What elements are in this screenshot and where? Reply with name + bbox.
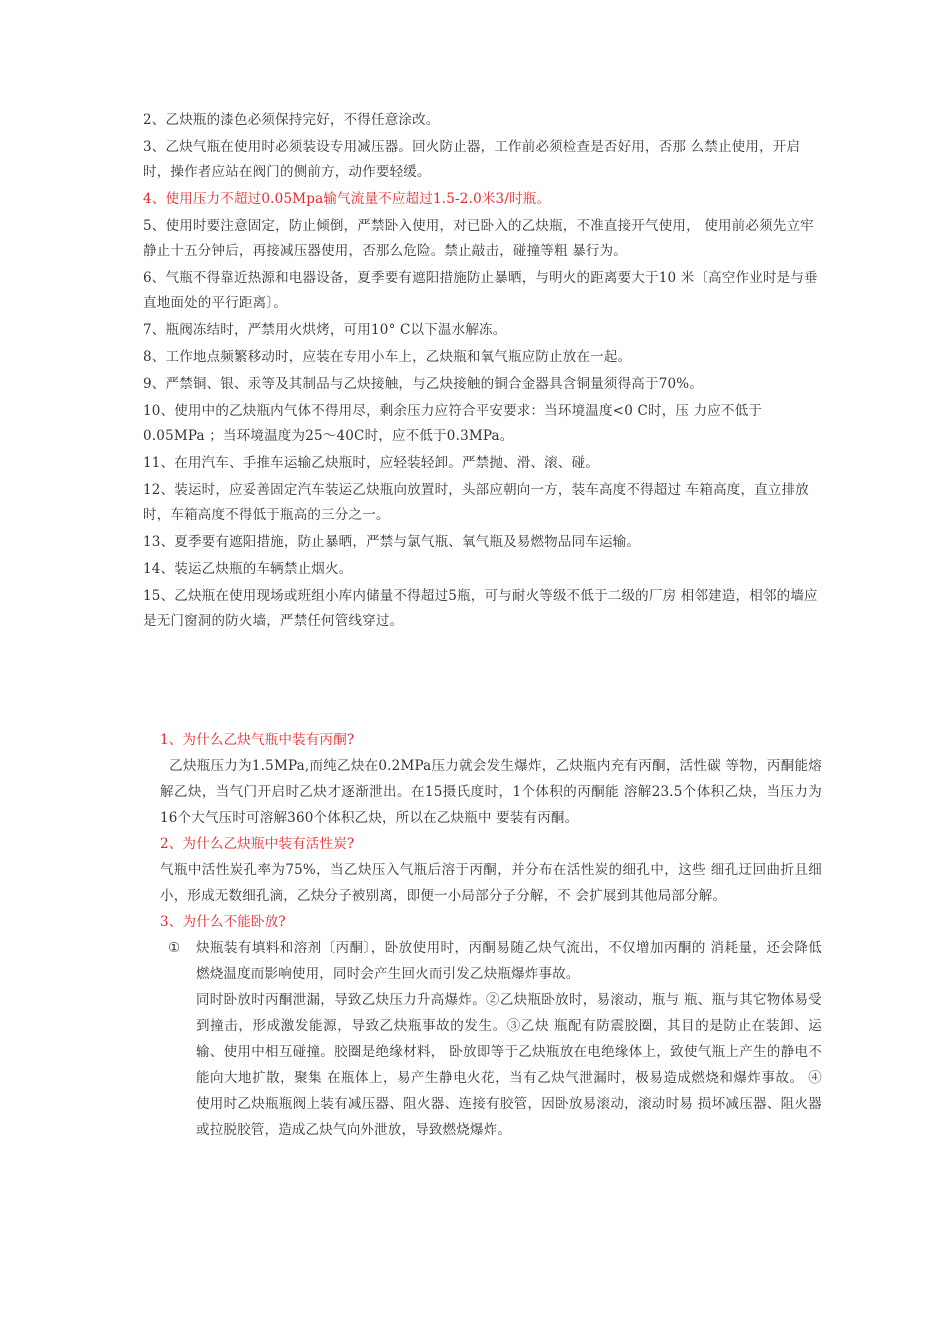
rule-item: 11、在用汽车、手推车运输乙炔瓶时，应轻装轻卸。严禁抛、滑、滚、碰。 [143,455,599,471]
answer-paragraph: 炔瓶装有填料和溶剂〔丙酮〕，卧放使用时，丙酮易随乙炔气流出，不仅增加丙酮的 消耗量，还会降低燃烧温度而影响使用，同时会产生回火而引发乙炔瓶爆炸事故。 [196,940,822,982]
rule-item: 9、严禁铜、银、汞等及其制品与乙炔接触，与乙炔接触的铜合金器具含铜量须得高于70%。 [143,376,703,392]
qa-section [160,727,822,1143]
rule-item: 2、乙炔瓶的漆色必须保持完好，不得任意涂改。 [143,112,440,128]
rule-item: 12、装运时，应妥善固定汽车装运乙炔瓶向放置时，头部应朝向一方，装车高度不得超过 车箱高度，直立排放时，车箱高度不得低于瓶高的三分之一。 [143,482,809,523]
safety-rules-list [143,108,823,636]
answer-paragraph: 气瓶中活性炭孔率为75%，当乙炔压入气瓶后溶于丙酮，并分布在活性炭的细孔中，这些 细孔迂回曲折且细小，形成无数细孔滴，乙炔分子被别离，即便一小局部分子分解，不 会扩展到其他局部分解。 [160,862,822,904]
rule-item: 3、乙炔气瓶在使用时必须装设专用减压器。回火防止器，工作前必须检查是否好用，否那 么禁止使用，开启时，操作者应站在阀门的侧前方，动作要轻缓。 [143,139,801,180]
answer-list [160,935,822,1143]
answer-paragraph: 同时卧放时丙酮泄漏，导致乙炔压力升高爆炸。②乙炔瓶卧放时，易滚动，瓶与 瓶、瓶与其它物体易受到撞击，形成激发能源，导致乙炔瓶事故的发生。③乙炔 瓶配有防震胶圈，其目的是防止在装卸、运输、使用中相互碰撞。胶圈是绝缘材料， 卧放即等于乙炔瓶放在电绝缘体上，致使气瓶上产生的静电不能向大地扩散，聚集 在瓶体上，易产生静电火花，当有乙炔气泄漏时，极易造成燃烧和爆炸事故。 ④ 使用时乙炔瓶瓶阀上装有减压器、阻火器、连接有胶管，因卧放易滚动，滚动时易 损坏减压器、阻火器或拉脱胶管，造成乙炔气向外泄放，导致燃烧爆炸。 [196,992,822,1138]
answer-paragraph: 乙炔瓶压力为1.5MPa,而纯乙炔在0.2MPa压力就会发生爆炸，乙炔瓶内充有丙酮，活性碳 等物，丙酮能熔解乙炔，当气门开启时乙炔才逐渐泄出。在15摄氏度时，1个体积的丙酮能 溶解23.5个体积乙炔，当压力为16个大气压时可溶解360个体积乙炔，所以在乙炔瓶中 要装有丙酮。 [160,758,822,826]
rule-item: 10、使用中的乙炔瓶内气体不得用尽，剩余压力应符合平安要求：当环境温度<0 C时，压 力应不低于0.05MPa ；当环境温度为25〜40C时，应不低于0.3MPa。 [143,403,763,444]
rule-item: 8、工作地点频繁移动时，应装在专用小车上，乙炔瓶和氧气瓶应防止放在一起。 [143,349,632,365]
list-marker: ① [168,940,181,956]
question-heading: 1、为什么乙炔气瓶中装有丙酮? [160,732,355,748]
rule-item-highlighted: 4、使用压力不超过0.05Mpa输气流量不应超过1.5-2.0米3/时瓶。 [143,191,551,207]
rule-item: 14、装运乙炔瓶的车辆禁止烟火。 [143,561,353,577]
question-heading: 3、为什么不能卧放? [160,914,286,930]
rule-item: 15、乙炔瓶在使用现场或班组小库内储量不得超过5瓶，可与耐火等级不低于二级的厂房 相邻建造，相邻的墙应是无门窗洞的防火墙，严禁任何管线穿过。 [143,588,818,629]
rule-item: 7、瓶阀冻结时，严禁用火烘烤，可用10° C以下温水解冻。 [143,322,507,338]
rule-item: 5、使用时要注意固定，防止倾倒，严禁卧入使用，对已卧入的乙炔瓶，不准直接开气使用， 使用前必须先立牢静止十五分钟后，再接减压器使用，否那么危险。禁止敲击，碰撞等粗 暴行为。 [143,218,814,259]
rule-item: 13、夏季要有遮阳措施，防止暴晒，严禁与氯气瓶、氧气瓶及易燃物品同车运输。 [143,534,641,550]
question-heading: 2、为什么乙炔瓶中装有活性炭? [160,836,355,852]
rule-item: 6、气瓶不得靠近热源和电器设备，夏季要有遮阳措施防止暴晒，与明火的距离要大于10 米〔高空作业时是与垂直地面处的平行距离〕。 [143,270,818,311]
